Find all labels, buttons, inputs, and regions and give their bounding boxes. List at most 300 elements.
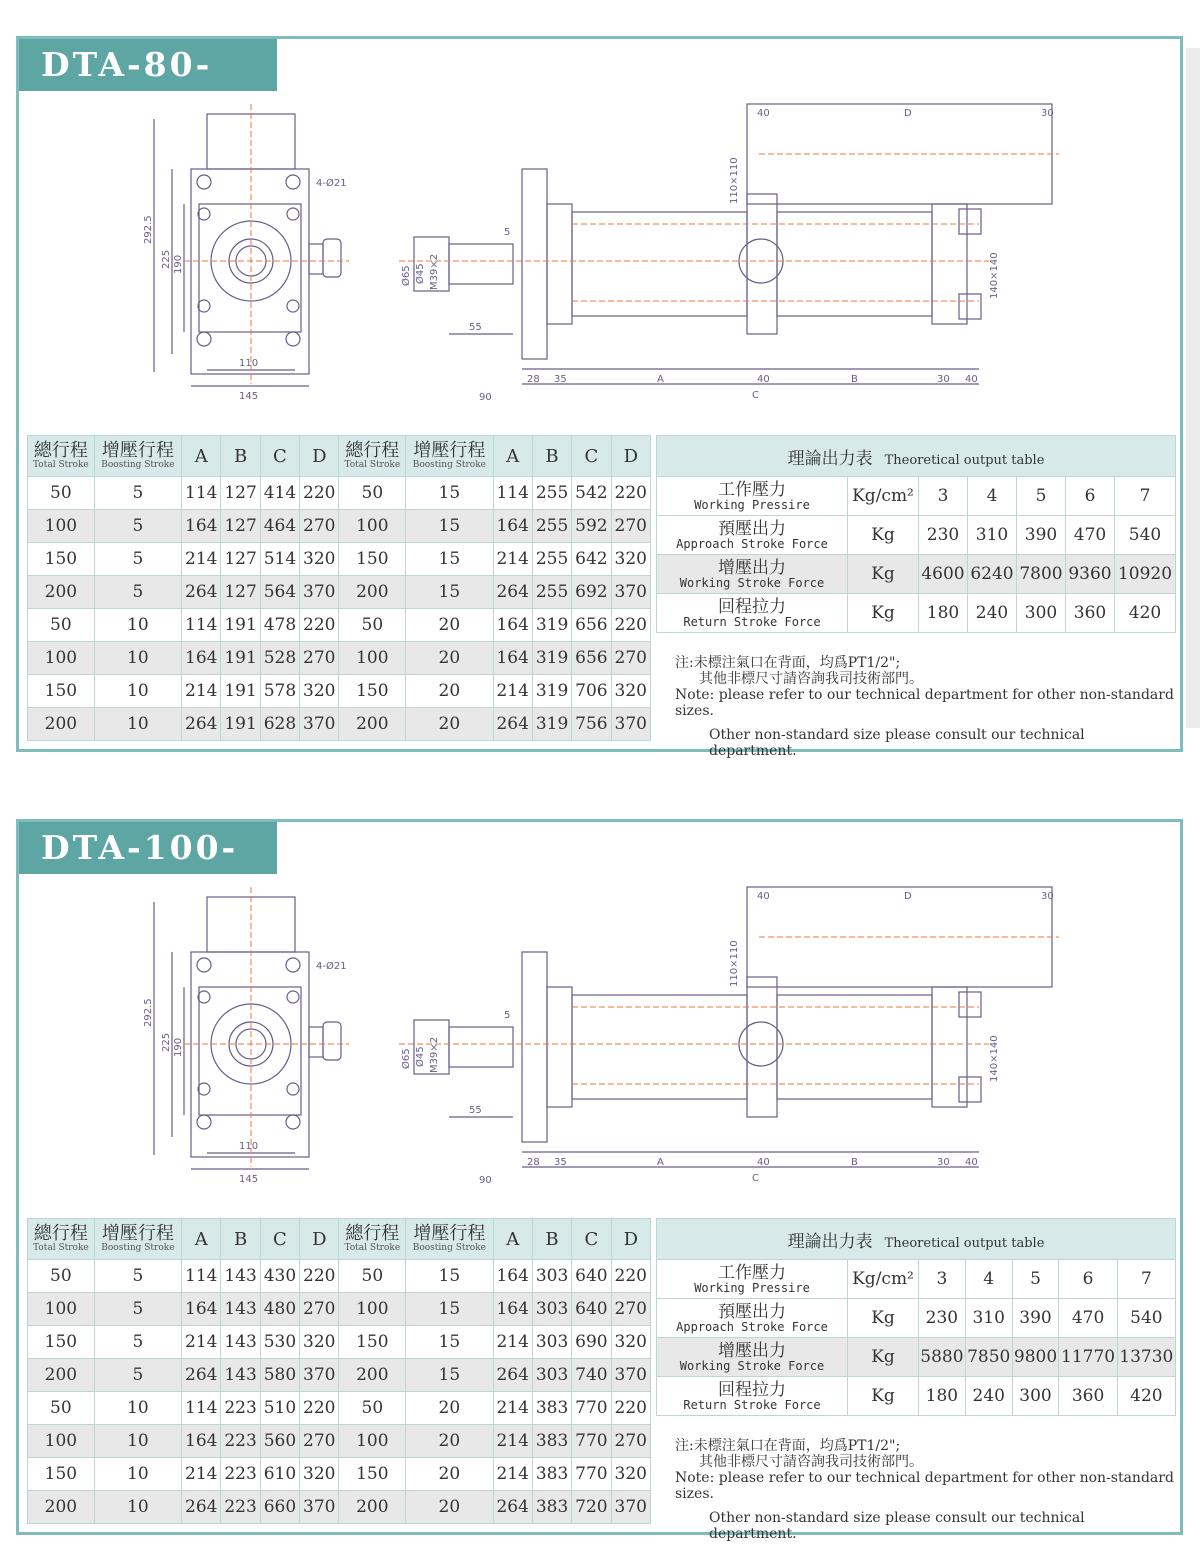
table-cell: 223 [221,1458,260,1491]
unit-pressure: Kg/cm² [848,477,919,516]
table-cell: 164 [182,1293,221,1326]
dim-30-bottom: 30 [937,374,950,385]
dim-292: 292.5 [143,215,154,244]
table-cell: 114 [182,477,221,510]
note-line: 注:未標注氣口在背面，均爲PT1/2"; [675,1438,901,1454]
label-working-force: 增壓出力 Working Stroke Force [657,1338,848,1377]
table-cell: 20 [406,1491,493,1524]
table-cell: 15 [406,1293,493,1326]
pressure-value: 4 [968,477,1017,516]
pressure-value: 6 [1059,1260,1117,1299]
table-cell: 200 [339,708,406,741]
table-cell: 270 [300,642,339,675]
table-cell: 542 [572,477,611,510]
table-cell: 191 [221,708,260,741]
return-value: 300 [1012,1377,1059,1416]
table-cell: 20 [406,1458,493,1491]
return-value: 240 [965,1377,1012,1416]
table-cell: 255 [532,477,571,510]
header-a: A [182,1219,221,1260]
table-cell: 15 [406,543,493,576]
table-cell: 383 [532,1458,571,1491]
table-cell: 220 [611,1392,650,1425]
dim-5: 5 [504,1010,511,1021]
dim-30: 30 [1041,891,1054,902]
table-row [28,1260,651,1293]
table-row [28,708,651,741]
table-cell: 200 [28,708,95,741]
table-cell: 100 [339,1293,406,1326]
dim-65: Ø65 [401,1048,412,1069]
dim-45: Ø45 [415,263,426,284]
table-cell: 15 [406,1359,493,1392]
table-cell: 214 [493,543,532,576]
table-cell: 319 [532,609,571,642]
header-total-stroke: 總行程 Total Stroke [28,1219,95,1260]
dim-5: 5 [504,227,511,238]
table-cell: 264 [493,576,532,609]
table-cell: 200 [339,1359,406,1392]
approach-value: 230 [919,1299,966,1338]
table-row [28,1326,651,1359]
table-cell: 150 [28,1326,95,1359]
dim-90: 90 [479,1175,492,1186]
table-cell: 320 [611,543,650,576]
cylinder-technical-drawing [19,94,1180,434]
table-cell: 10 [94,1491,181,1524]
label-approach-force: 預壓出力 Approach Stroke Force [657,1299,848,1338]
table-cell: 720 [572,1491,611,1524]
working-value: 5880 [919,1338,966,1377]
table-cell: 127 [221,576,260,609]
dim-110: 110 [239,358,259,369]
notes [675,655,1175,759]
table-row [28,1392,651,1425]
table-cell: 692 [572,576,611,609]
dim-D: D [904,891,912,902]
table-cell: 370 [611,708,650,741]
table-cell: 50 [28,477,95,510]
approach-value: 470 [1066,516,1115,555]
theoretical-output-table [656,435,1176,633]
dim-292: 292.5 [143,998,154,1027]
table-cell: 214 [493,1392,532,1425]
table-cell: 5 [94,543,181,576]
table-cell: 564 [260,576,299,609]
working-value: 10920 [1115,555,1176,594]
table-cell: 264 [182,1359,221,1392]
header-c: C [572,1219,611,1260]
working-value: 7800 [1017,555,1066,594]
approach-value: 470 [1059,1299,1117,1338]
header-boosting-stroke: 增壓行程 Boosting Stroke [406,1219,493,1260]
table-cell: 20 [406,1425,493,1458]
dim-110sq: 110×110 [729,157,740,204]
table-row [28,510,651,543]
note-line: Note: please refer to our technical department for other non-standard sizes. [675,1470,1174,1502]
table-cell: 114 [182,1392,221,1425]
table-row [28,609,651,642]
table-cell: 255 [532,510,571,543]
table-cell: 15 [406,477,493,510]
table-cell: 220 [300,609,339,642]
dim-m39: M39×2 [429,1036,440,1073]
table-cell: 320 [611,1326,650,1359]
table-cell: 478 [260,609,299,642]
table-cell: 264 [493,1359,532,1392]
table-cell: 770 [572,1392,611,1425]
dim-35: 35 [554,1157,567,1168]
side-view-rod [449,244,513,284]
working-value: 9360 [1066,555,1115,594]
label-working-force: 增壓出力 Working Stroke Force [657,555,848,594]
header-total-stroke: 總行程 Total Stroke [339,1219,406,1260]
table-cell: 580 [260,1359,299,1392]
working-value: 13730 [1117,1338,1175,1377]
table-cell: 514 [260,543,299,576]
return-value: 360 [1066,594,1115,633]
table-cell: 100 [339,1425,406,1458]
table-cell: 114 [493,477,532,510]
table-cell: 270 [300,510,339,543]
table-cell: 264 [182,708,221,741]
table-cell: 656 [572,642,611,675]
table-cell: 164 [493,642,532,675]
dim-28: 28 [527,1157,540,1168]
dim-40-top: 40 [757,108,770,119]
table-cell: 200 [28,1491,95,1524]
table-cell: 223 [221,1392,260,1425]
table-cell: 578 [260,675,299,708]
table-cell: 150 [339,1326,406,1359]
table-cell: 706 [572,675,611,708]
side-view-rear-cap [932,204,967,324]
table-cell: 660 [260,1491,299,1524]
table-cell: 5 [94,510,181,543]
table-cell: 143 [221,1359,260,1392]
table-cell: 214 [182,675,221,708]
table-cell: 592 [572,510,611,543]
table-cell: 20 [406,708,493,741]
side-view-front-flange [522,952,547,1142]
pressure-value: 5 [1017,477,1066,516]
approach-value: 390 [1012,1299,1059,1338]
table-row [28,675,651,708]
table-cell: 164 [182,510,221,543]
pressure-value: 7 [1115,477,1176,516]
table-cell: 370 [611,1491,650,1524]
cylinder-technical-drawing [19,877,1180,1217]
table-cell: 100 [28,510,95,543]
table-cell: 20 [406,1392,493,1425]
table-cell: 320 [300,1458,339,1491]
note-line: Other non-standard size please consult our technical department. [709,1510,1085,1542]
table-cell: 530 [260,1326,299,1359]
model-title: DTA-100-13T [19,822,277,874]
table-row [28,1359,651,1392]
return-value: 180 [919,1377,966,1416]
table-cell: 191 [221,609,260,642]
header-b: B [221,436,260,477]
table-cell: 20 [406,609,493,642]
table-row [28,1425,651,1458]
table-cell: 164 [182,1425,221,1458]
unit-kg: Kg [848,1338,919,1377]
table-cell: 610 [260,1458,299,1491]
label-return-force: 回程拉力 Return Stroke Force [657,594,848,633]
table-cell: 270 [300,1425,339,1458]
dim-40-bottom: 40 [757,1157,770,1168]
table-row [28,477,651,510]
approach-value: 310 [968,516,1017,555]
dim-40-end: 40 [965,374,978,385]
table-cell: 15 [406,510,493,543]
table-cell: 320 [300,543,339,576]
unit-kg: Kg [848,1377,919,1416]
table-row [28,1293,651,1326]
dim-B: B [851,374,858,385]
header-d: D [300,436,339,477]
dim-55: 55 [469,322,482,333]
dim-190: 190 [173,254,184,274]
table-cell: 214 [493,1425,532,1458]
table-cell: 5 [94,1260,181,1293]
table-cell: 264 [182,576,221,609]
note-line: 其他非標尺寸請咨詢我司技術部門。 [699,1454,923,1470]
table-cell: 220 [611,609,650,642]
return-value: 180 [919,594,968,633]
table-cell: 200 [28,576,95,609]
pressure-value: 3 [919,1260,966,1299]
table-cell: 20 [406,642,493,675]
side-view-cylinder-body [572,212,747,316]
table-cell: 150 [28,543,95,576]
dim-m39: M39×2 [429,253,440,290]
dim-110sq: 110×110 [729,940,740,987]
front-view-body [191,169,309,374]
table-cell: 642 [572,543,611,576]
header-total-stroke: 總行程 Total Stroke [339,436,406,477]
table-cell: 20 [406,675,493,708]
dim-145: 145 [239,391,259,402]
table-cell: 191 [221,642,260,675]
table-cell: 10 [94,642,181,675]
dim-30-bottom: 30 [937,1157,950,1168]
pressure-value: 3 [919,477,968,516]
table-cell: 5 [94,1326,181,1359]
return-value: 240 [968,594,1017,633]
unit-kg: Kg [848,1299,919,1338]
table-cell: 100 [339,510,406,543]
table-cell: 143 [221,1260,260,1293]
dim-28: 28 [527,374,540,385]
label-return-force: 回程拉力 Return Stroke Force [657,1377,848,1416]
table-cell: 320 [611,675,650,708]
table-cell: 510 [260,1392,299,1425]
table-cell: 100 [28,642,95,675]
table-cell: 150 [339,1458,406,1491]
pressure-value: 5 [1012,1260,1059,1299]
table-cell: 740 [572,1359,611,1392]
table-cell: 100 [28,1293,95,1326]
table-cell: 756 [572,708,611,741]
table-cell: 150 [28,675,95,708]
header-b: B [532,436,571,477]
note-line: 其他非標尺寸請咨詢我司技術部門。 [699,671,923,687]
table-cell: 164 [493,609,532,642]
table-cell: 50 [339,477,406,510]
dim-A: A [657,374,664,385]
table-cell: 5 [94,576,181,609]
table-cell: 270 [611,1425,650,1458]
table-cell: 220 [611,477,650,510]
header-boosting-stroke: 增壓行程 Boosting Stroke [94,1219,181,1260]
dim-C: C [752,1173,759,1184]
table-cell: 255 [532,576,571,609]
table-cell: 100 [28,1425,95,1458]
working-value: 7850 [965,1338,1012,1377]
table-cell: 628 [260,708,299,741]
table-cell: 320 [611,1458,650,1491]
working-value: 6240 [968,555,1017,594]
header-d: D [611,1219,650,1260]
front-view-body [191,952,309,1157]
dim-190: 190 [173,1037,184,1057]
dim-D: D [904,108,912,119]
dim-40-top: 40 [757,891,770,902]
table-cell: 10 [94,609,181,642]
table-cell: 319 [532,708,571,741]
unit-kg: Kg [848,555,919,594]
table-cell: 656 [572,609,611,642]
page-edge-stripe [1186,48,1200,728]
table-cell: 370 [611,576,650,609]
pressure-value: 6 [1066,477,1115,516]
table-cell: 264 [493,708,532,741]
table-cell: 15 [406,576,493,609]
table-cell: 114 [182,1260,221,1293]
table-cell: 220 [300,477,339,510]
table-cell: 5 [94,1293,181,1326]
output-table-title: 理論出力表 Theoretical output table [657,1219,1176,1260]
approach-value: 230 [919,516,968,555]
dim-110: 110 [239,1141,259,1152]
table-cell: 430 [260,1260,299,1293]
front-view-port-fitting [309,244,323,274]
side-view-rod [449,1027,513,1067]
header-b: B [532,1219,571,1260]
header-c: C [572,436,611,477]
table-cell: 15 [406,1260,493,1293]
table-cell: 50 [28,609,95,642]
table-cell: 303 [532,1260,571,1293]
table-row [28,543,651,576]
table-cell: 50 [28,1260,95,1293]
table-cell: 560 [260,1425,299,1458]
table-cell: 220 [611,1260,650,1293]
table-cell: 370 [300,1491,339,1524]
header-boosting-stroke: 增壓行程 Boosting Stroke [94,436,181,477]
notes [675,1438,1175,1542]
header-c: C [260,1219,299,1260]
dim-90: 90 [479,392,492,403]
header-boosting-stroke: 增壓行程 Boosting Stroke [406,436,493,477]
return-value: 300 [1017,594,1066,633]
return-value: 420 [1115,594,1176,633]
table-cell: 191 [221,675,260,708]
header-b: B [221,1219,260,1260]
table-cell: 127 [221,543,260,576]
dim-145: 145 [239,1174,259,1185]
table-cell: 164 [493,1260,532,1293]
label-working-pressure: 工作壓力 Working Pressire [657,477,848,516]
table-cell: 150 [339,543,406,576]
table-row [28,576,651,609]
table-cell: 127 [221,510,260,543]
header-d: D [300,1219,339,1260]
table-cell: 528 [260,642,299,675]
dim-225: 225 [161,249,172,269]
front-view-port-fitting [309,1027,323,1057]
table-cell: 127 [221,477,260,510]
table-cell: 10 [94,708,181,741]
header-a: A [493,1219,532,1260]
table-cell: 214 [182,1458,221,1491]
table-cell: 10 [94,675,181,708]
table-cell: 320 [300,675,339,708]
approach-value: 390 [1017,516,1066,555]
dim-55: 55 [469,1105,482,1116]
table-cell: 370 [611,1359,650,1392]
table-cell: 5 [94,1359,181,1392]
table-cell: 100 [339,642,406,675]
table-cell: 640 [572,1260,611,1293]
unit-pressure: Kg/cm² [848,1260,919,1299]
dim-225: 225 [161,1032,172,1052]
table-cell: 200 [339,576,406,609]
table-cell: 770 [572,1458,611,1491]
dim-65: Ø65 [401,265,412,286]
table-cell: 270 [611,642,650,675]
table-cell: 10 [94,1458,181,1491]
table-cell: 10 [94,1392,181,1425]
table-cell: 264 [493,1491,532,1524]
theoretical-output-table [656,1218,1176,1416]
table-cell: 114 [182,609,221,642]
table-cell: 143 [221,1293,260,1326]
dim-40-end: 40 [965,1157,978,1168]
unit-kg: Kg [848,516,919,555]
table-cell: 370 [300,708,339,741]
table-row [28,1458,651,1491]
unit-kg: Kg [848,594,919,633]
side-view-rear-cap [932,987,967,1107]
dimension-table [27,435,651,741]
table-cell: 770 [572,1425,611,1458]
table-cell: 50 [28,1392,95,1425]
note-line: Other non-standard size please consult our technical department. [709,727,1085,759]
dim-hole: 4-Ø21 [316,961,347,972]
side-view-front-flange [522,169,547,359]
table-cell: 383 [532,1425,571,1458]
table-cell: 223 [221,1425,260,1458]
model-title: DTA-80-10T [19,39,277,91]
table-cell: 214 [182,1326,221,1359]
dim-40-bottom: 40 [757,374,770,385]
table-cell: 50 [339,1260,406,1293]
table-cell: 50 [339,609,406,642]
label-approach-force: 預壓出力 Approach Stroke Force [657,516,848,555]
